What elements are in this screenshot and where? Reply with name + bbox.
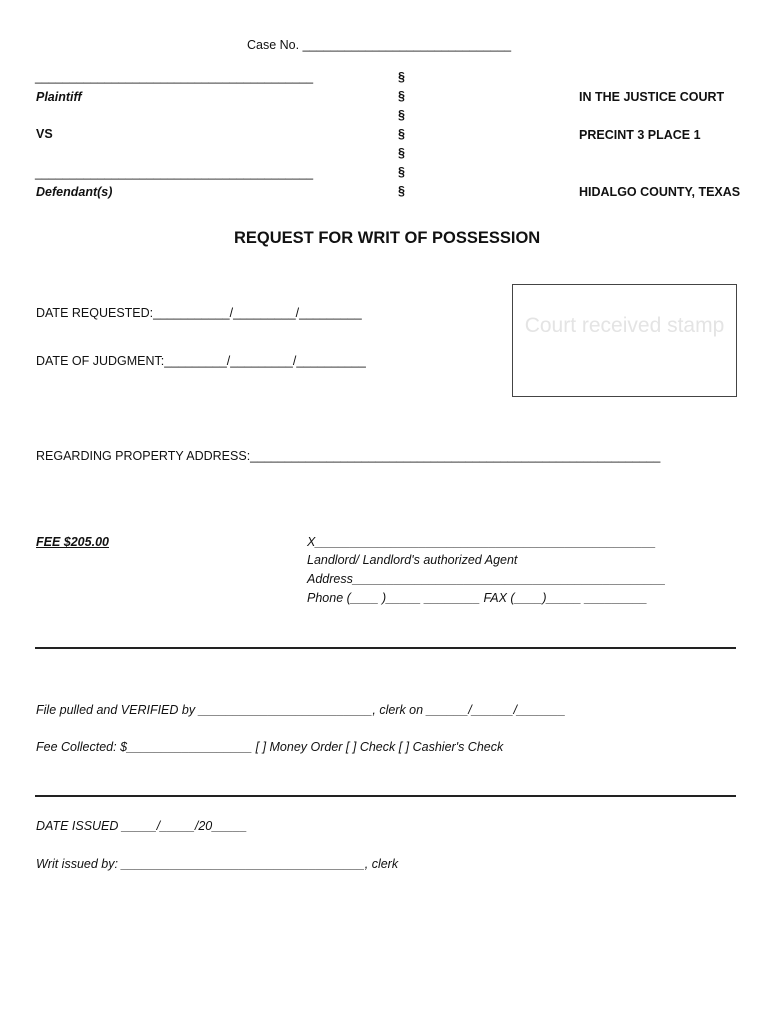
signature-field[interactable]: X_________________________________________________ [307, 535, 656, 549]
date-issued-field[interactable]: DATE ISSUED _____/_____/20_____ [36, 819, 248, 833]
phone-fax-field[interactable]: Phone (____ )_____ ________ FAX (____)_____ _________ [307, 591, 648, 605]
case-number-field[interactable]: Case No. ______________________________ [247, 38, 512, 52]
file-verified-field[interactable]: File pulled and VERIFIED by _________________________, clerk on ______/______/_______ [36, 703, 566, 717]
stamp-placeholder: Court received stamp [524, 314, 725, 337]
plaintiff-label: Plaintiff [36, 90, 82, 104]
divider [35, 795, 736, 797]
signature-label: Landlord/ Landlord's authorized Agent [307, 553, 518, 567]
property-address-field[interactable]: REGARDING PROPERTY ADDRESS:___________________________________________________________ [36, 449, 661, 463]
vs-label: VS [36, 127, 53, 141]
fee-label: FEE $205.00 [36, 535, 109, 549]
precinct-label: PRECINT 3 PLACE 1 [579, 128, 701, 142]
court-stamp-box [512, 284, 737, 397]
section-mark: § [398, 89, 405, 103]
section-mark: § [398, 165, 405, 179]
section-mark: § [398, 70, 405, 84]
address-field[interactable]: Address_____________________________________________ [307, 572, 666, 586]
county-label: HIDALGO COUNTY, TEXAS [579, 185, 741, 199]
date-of-judgment-field[interactable]: DATE OF JUDGMENT:_________/_________/__________ [36, 354, 366, 368]
fee-collected-field[interactable]: Fee Collected: $__________________ [ ] Money Order [ ] Check [ ] Cashier's Check [36, 740, 504, 754]
writ-issued-field[interactable]: Writ issued by: ___________________________________, clerk [36, 857, 399, 871]
court-name: IN THE JUSTICE COURT [579, 90, 725, 104]
section-mark: § [398, 184, 405, 198]
defendant-label: Defendant(s) [36, 185, 113, 199]
date-requested-field[interactable]: DATE REQUESTED:___________/_________/_________ [36, 306, 362, 320]
section-mark: § [398, 108, 405, 122]
divider [35, 647, 736, 649]
page-title: REQUEST FOR WRIT OF POSSESSION [234, 229, 541, 247]
plaintiff-line[interactable]: ________________________________________ [35, 70, 314, 84]
defendant-line[interactable]: ________________________________________ [35, 166, 314, 180]
section-mark: § [398, 127, 405, 141]
section-mark: § [398, 146, 405, 160]
